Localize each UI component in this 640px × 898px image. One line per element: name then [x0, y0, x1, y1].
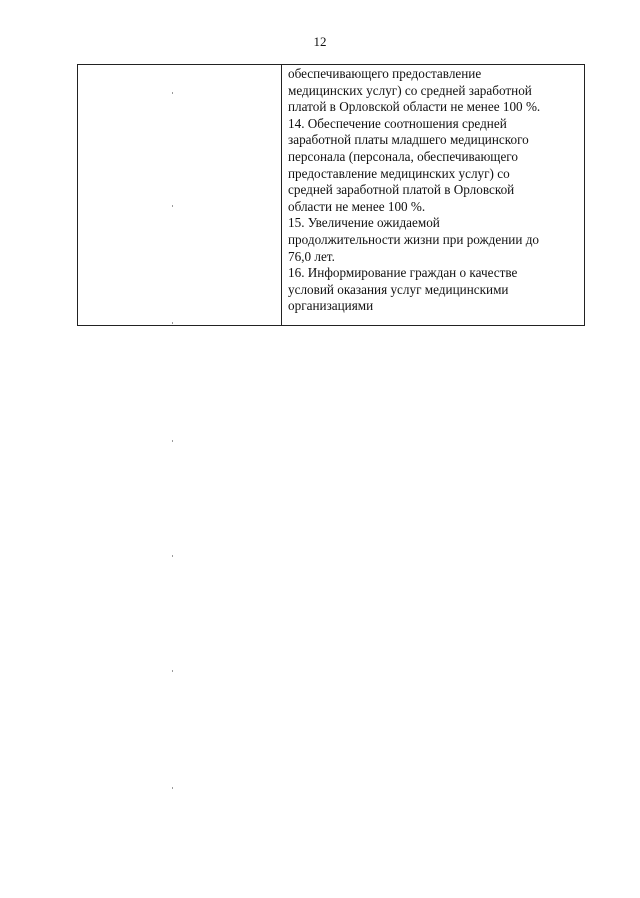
- table-left-cell: [78, 65, 282, 325]
- table-text-line: продолжительности жизни при рождении до: [288, 231, 540, 247]
- scan-speck: [172, 205, 173, 207]
- table-text-line: 16. Информирование граждан о качестве: [288, 265, 518, 281]
- table-text-line: медицинских услуг) со средней заработной: [288, 82, 532, 98]
- scan-speck: [172, 670, 173, 672]
- table-text-line: 14. Обеспечение соотношения средней: [288, 115, 507, 131]
- table-text-line: средней заработной платой в Орловской: [288, 182, 515, 198]
- table-text-line: предоставление медицинских услуг) со: [288, 165, 510, 181]
- scan-speck: [172, 92, 173, 94]
- page-number: 12: [313, 34, 327, 49]
- content-table: [77, 64, 585, 326]
- table-text-line: обеспечивающего предоставление: [288, 66, 482, 81]
- scan-speck: [172, 440, 173, 442]
- table-text-line: организациями: [288, 298, 374, 314]
- table-text-line: условий оказания услуг медицинскими: [288, 281, 509, 297]
- scan-speck: [172, 555, 173, 557]
- table-right-cell: [282, 65, 584, 325]
- table-text-line: платой в Орловской области не менее 100 %.: [288, 99, 541, 115]
- table-text-line: 76,0 лет.: [288, 248, 335, 264]
- table-text-line: 15. Увеличение ожидаемой: [288, 215, 440, 231]
- table-text-line: заработной платы младшего медицинского: [288, 132, 529, 148]
- table-text-line: области не менее 100 %.: [288, 198, 426, 214]
- scan-speck: [172, 787, 173, 789]
- scan-speck: [172, 322, 173, 324]
- table-text-line: персонала (персонала, обеспечивающего: [288, 148, 518, 164]
